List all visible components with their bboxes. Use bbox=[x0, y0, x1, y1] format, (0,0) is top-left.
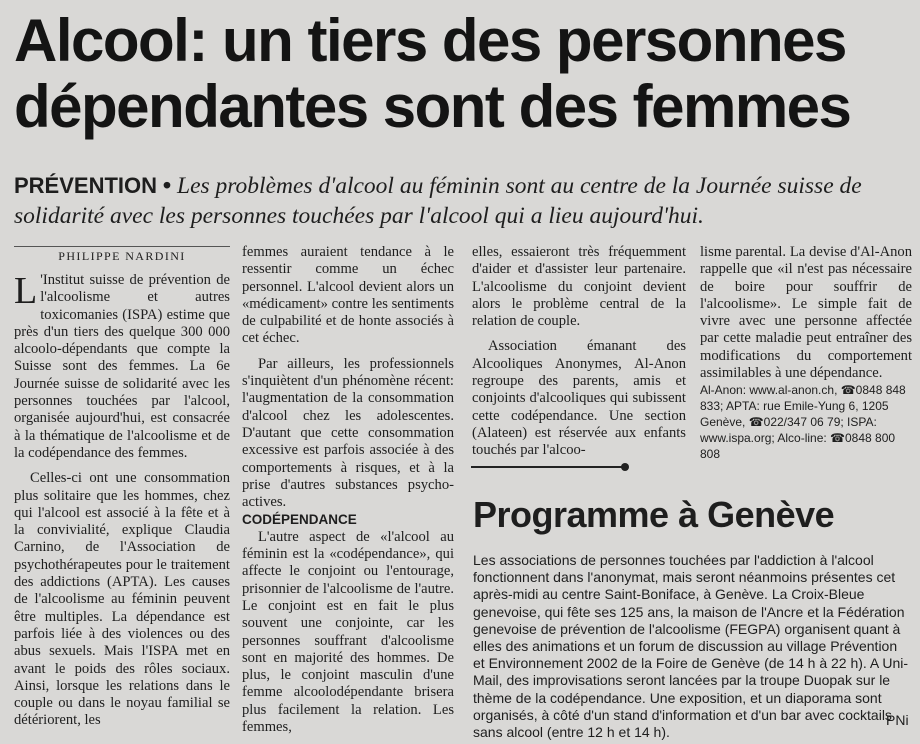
author-signature: PNi bbox=[886, 712, 909, 728]
box-title: Programme à Genève bbox=[473, 494, 835, 535]
column-2 bbox=[242, 244, 454, 736]
column-4 bbox=[700, 244, 912, 462]
box-body: Les associations de personnes touchées par l'addiction à l'alcool fonctionnent dans l'anonymat, mais seront néanmoins présentes cet après-midi au centre Saint-Boniface, à Genève. La Croix-Bleue genevoise, qui fête ses 125 ans, la maison de l'Ancre et la Fédération genevoise de prévention de l'alcoolisme (FEGPA) organisent quant à elles des animations et un forum de discussion au village Prévention et Environnement 2002 de la Foire de Genève (de 14 h à 22 h). A Uni-Mail, des improvisations seront lancées par la troupe Duopak sur le thème de la codépendance. Une exposition, et un diaporama sont organisés, à côté d'un stand d'information et d'un bar avec cocktails sans alcool (entre 12 h et 14 h). bbox=[473, 552, 909, 741]
col2-paragraph-2: Par ailleurs, les professionnels s'inquiètent d'un phénomène récent: l'augmentation de la consommation d'alcool chez les adolescentes. D'autant que cette consommation excessive est parfois associée à des comportements à risques, et à la prise d'autres substances psycho-actives. bbox=[242, 355, 454, 511]
drop-cap: L bbox=[14, 270, 38, 312]
col3-paragraph-2: Association émanant des Alcooliques Anonymes, Al-Anon regroupe des parents, amis et conjoints d'alcooliques qui subissent cette codépendance. Une section (Alateen) est réservée aux enfants touchés par l'alcoo- bbox=[472, 338, 686, 459]
column-3 bbox=[472, 244, 686, 460]
deck-intro: Les problèmes d'alcool au féminin sont au centre de la Journée suisse de solidarité avec les personnes touchées par l'alcool qui a lieu aujourd'hui. bbox=[14, 173, 862, 229]
contacts: Al-Anon: www.al-anon.ch, ☎0848 848 833; APTA: rue Emile-Yung 6, 1205 Genève, ☎022/347 06 79; ISPA: www.ispa.org; Alco-line: ☎0848 800 808 bbox=[700, 383, 906, 462]
col1-paragraph-1: 'Institut suisse de prévention de l'alcoolisme et autres toxicomanies (ISPA) estime que près d'un tiers des quelque 300 000 alcoolo-dépendants que compte la Suisse sont des femmes. La 6e Journée suisse de solidarité avec les personnes touchées par l'alcool, organisée aujourd'hui, est consacrée à la thématique de l'alcoolisme et de la codépendance des femmes. bbox=[14, 272, 230, 461]
byline: PHILIPPE NARDINI bbox=[14, 246, 230, 264]
column-1 bbox=[14, 272, 230, 730]
col3-paragraph-1: elles, essaieront très fréquemment d'aider et d'assister leur partenaire. L'alcoolisme du conjoint devient alors le problème central de la relation de couple. bbox=[472, 244, 686, 330]
col2-paragraph-1: femmes auraient tendance à le ressentir comme un échec personnel. L'alcool devient alors un «médicament» contre les sentiments de culpabilité et de honte associés à cet échec. bbox=[242, 244, 454, 347]
subhead-codependance: CODÉPENDANCE bbox=[242, 512, 357, 528]
col2-paragraph-3: L'autre aspect de «l'alcool au féminin est la «codépendance», qui affecte le conjoint ou l'entourage, prisonnier de l'alcoolisme de l'autre. Le conjoint est en fait le plus souvent une conjointe, car les personnes souffrant d'alcoolisme sont en majorité des hommes. De plus, le conjoint masculin d'une femme alcoolodépendante brisera plus facilement la relation. Les femmes, bbox=[242, 528, 454, 736]
deck-bullet: • bbox=[162, 172, 172, 198]
col4-paragraph-1: lisme parental. La devise d'Al-Anon rappelle que «il n'est pas nécessaire de boire pour souffrir de l'alcoolisme». Le simple fait de vivre avec une personne affectée par cette maladie peut entraîner des modifications du comportement assimilables à une dépendance. bbox=[700, 244, 912, 382]
deck-kicker: PRÉVENTION bbox=[14, 173, 158, 198]
headline: Alcool: un tiers des personnes dépendantes sont des femmes bbox=[14, 7, 851, 140]
col1-paragraph-2: Celles-ci ont une consommation plus solitaire que les hommes, chez qui l'alcool est associé à la fête et à la convivialité, explique Claudia Carnino, de l'Association de psychothérapeutes pour le traitement des addictions (APTA). Les causes de l'alcoolisme au féminin peuvent être multiples. La dépendance est parfois liée à des violences ou des abus sexuels. Mais l'ISPA met en avant le poids des rôles sociaux. Ainsi, lorsque les relations dans le couple ou dans le noyau familial se détériorent, les bbox=[14, 470, 230, 729]
section-rule bbox=[471, 466, 625, 468]
deck bbox=[14, 170, 914, 231]
